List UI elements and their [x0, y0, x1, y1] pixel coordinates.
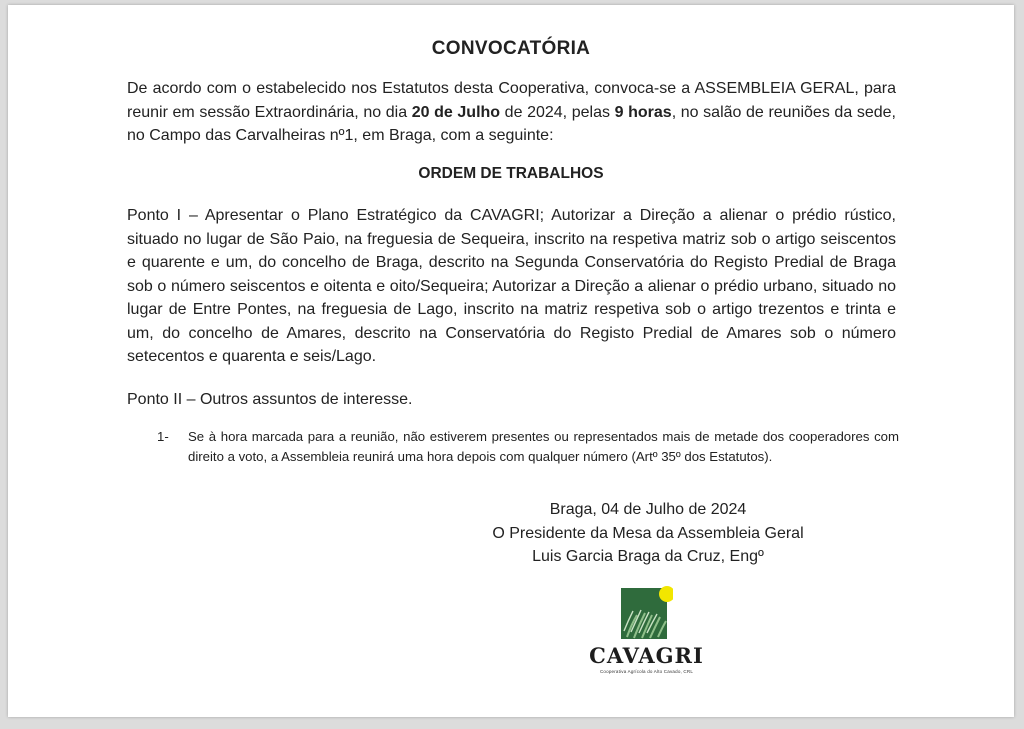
signature-place-date: Braga, 04 de Julho de 2024: [549, 501, 747, 518]
document-page: [8, 5, 1014, 717]
intro-text-part2: de 2024, pelas: [500, 103, 615, 121]
signature-name: Luis Garcia Braga da Cruz, Engº: [532, 548, 764, 565]
cavagri-logo: [579, 585, 714, 677]
meeting-time: 9 horas: [614, 103, 672, 121]
cavagri-logo-icon: [621, 585, 673, 641]
document-title: CONVOCATÓRIA: [431, 38, 591, 59]
agenda-point-1: Ponto I – Apresentar o Plano Estratégico da CAVAGRI; Autorizar a Direção a alienar o prédio rústico, situado no lugar de São Paio, na freguesia de Sequeira, inscrito na respetiva matriz sob o artigo seiscentos e quarente e um, do concelho de Braga, descrito na Segunda Conservatória do Registo Predial de Braga sob o número seiscentos e oitenta e oito/Sequeira; Autorizar a Direção a alienar o prédio urbano, situado no lugar de Entre Pontes, na freguesia de Lago, inscrito na matriz respetiva sob o artigo trezentos e trinta e um, do concelho de Amares, descrito na Conservatória do Registo Predial de Amares sob o número setecentos e quarenta e seis/Lago.: [127, 207, 896, 365]
footnote-number: 1-: [157, 429, 169, 444]
intro-paragraph: [127, 77, 896, 148]
agenda-point-2: Ponto II – Outros assuntos de interesse.: [127, 391, 413, 408]
meeting-date: 20 de Julho: [411, 103, 501, 121]
signature-role: O Presidente da Mesa da Assembleia Geral: [492, 524, 804, 542]
agenda-title: ORDEM DE TRABALHOS: [418, 165, 604, 182]
footnote-text: Se à hora marcada para a reunião, não estiverem presentes ou representados mais de metade dos cooperadores com direito a voto, a Assembleia reunirá uma hora depois com qualquer número (Artº 35º dos Estatutos).: [188, 429, 899, 464]
logo-name: CAVAGRI: [589, 643, 704, 668]
signature-block: [473, 498, 823, 569]
intro-text-part1: De acordo com o estabelecido nos Estatutos desta Cooperativa, convoca-se a ASSEMBLEIA GERAL, para reunir em sessão Extraordinária, no dia: [127, 80, 896, 121]
logo-tagline: Cooperativa Agrícola do Alto Cavado, CRL: [599, 669, 694, 674]
intro-text-part3: , no salão de reuniões da sede, no Campo das Carvalheiras nº1, em Braga, com a seguinte:: [127, 103, 896, 144]
